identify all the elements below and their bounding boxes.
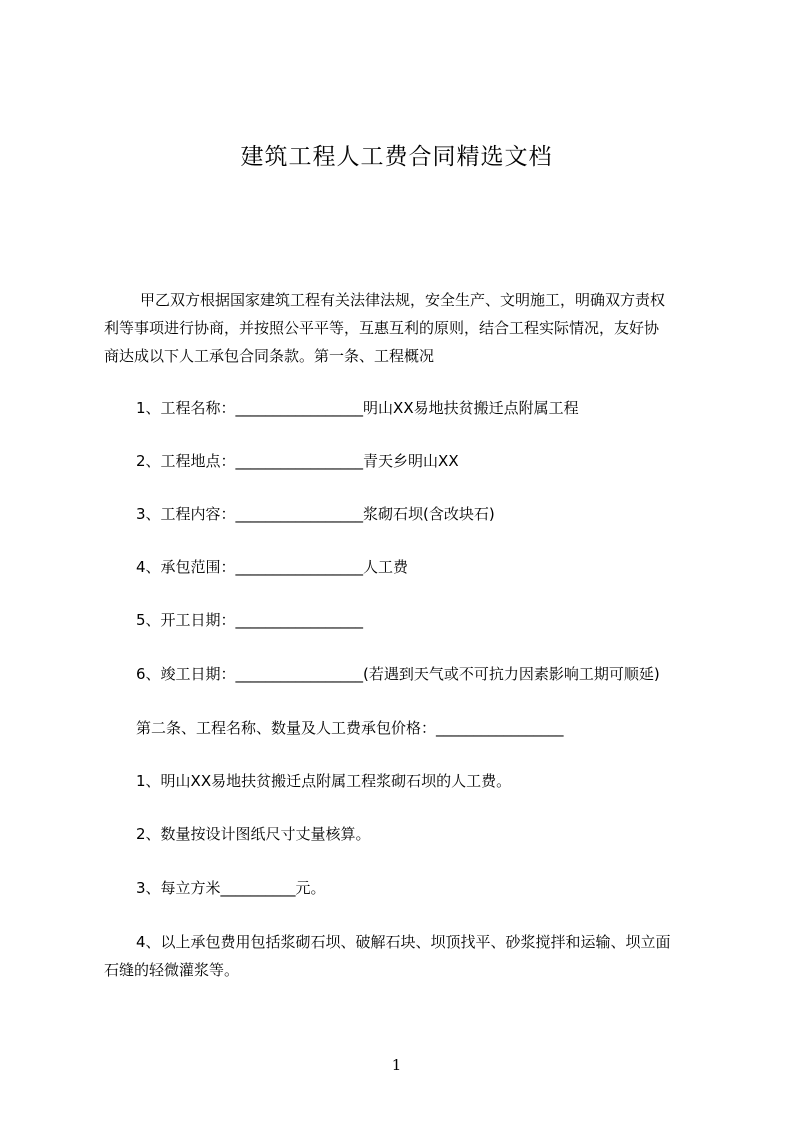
intro-paragraph [104,286,708,370]
overview-item-name: 1、工程名称：_________________明山XX易地扶贫搬迁点附属工程 [136,399,579,417]
overview-item-content: 3、工程内容：_________________浆砌石坝(含改块石) [136,505,495,523]
article2-item-1: 1、明山XX易地扶贫搬迁点附属工程浆砌石坝的人工费。 [136,772,512,790]
overview-item-start-date: 5、开工日期：_________________ [136,611,364,629]
intro-line-2: 利等事项进行协商，并按照公平平等，互惠互利的原则，结合工程实际情况，友好协 [104,319,660,337]
article2-item-3: 3、每立方米__________元。 [136,879,326,897]
article2-item-4-line-2: 石缝的轻微灌浆等。 [104,961,240,979]
article2-item-4 [104,928,716,984]
document-title: 建筑工程人工费合同精选文档 [240,144,553,170]
article2-item-4-line-1: 4、以上承包费用包括浆砌石坝、破解石块、坝顶找平、砂浆搅拌和运输、坝立面 [136,933,671,951]
overview-item-location: 2、工程地点：_________________青天乡明山XX [136,452,459,470]
page-number: 1 [391,1056,402,1074]
overview-item-scope: 4、承包范围：_________________人工费 [136,558,409,576]
intro-line-1: 甲乙双方根据国家建筑工程有关法律法规，安全生产、文明施工，明确双方责权 [140,291,666,309]
article2-item-2: 2、数量按设计图纸尺寸丈量核算。 [136,825,371,843]
intro-line-3: 商达成以下人工承包合同条款。第一条、工程概况 [104,347,435,365]
overview-item-completion-date: 6、竣工日期：_________________(若遇到天气或不可抗力因素影响工期可顺延) [136,665,660,683]
article2-heading: 第二条、工程名称、数量及人工费承包价格：_________________ [136,719,564,737]
